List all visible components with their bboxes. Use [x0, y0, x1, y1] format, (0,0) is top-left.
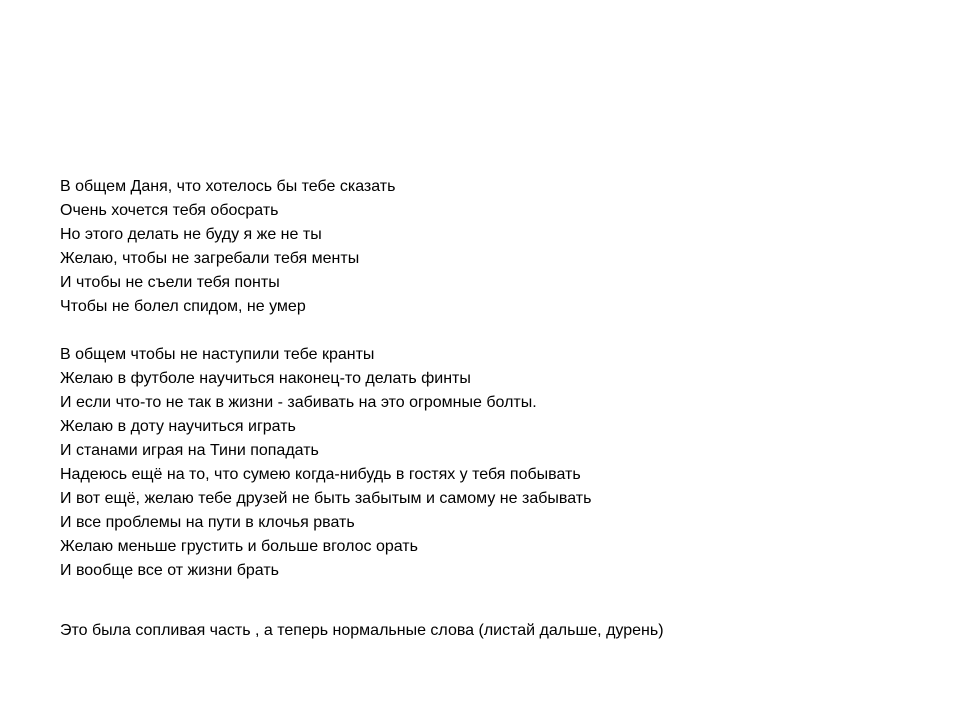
stanza-2-line: И вот ещё, желаю тебе друзей не быть забытым и самому не забывать	[60, 490, 592, 507]
stanza-1-line: Чтобы не болел спидом, не умер	[60, 298, 306, 315]
stanza-1	[60, 175, 920, 319]
stanza-2	[60, 343, 920, 583]
stanza-1-line: Но этого делать не буду я же не ты	[60, 226, 322, 243]
stanza-2-line: И если что-то не так в жизни - забивать на это огромные болты.	[60, 394, 537, 411]
closing-line: Это была сопливая часть , а теперь нормальные слова (листай дальше, дурень)	[60, 622, 664, 639]
stanza-1-line: И чтобы не съели тебя понты	[60, 274, 280, 291]
stanza-2-line: Желаю в футболе научиться наконец-то делать финты	[60, 370, 471, 387]
stanza-2-line: И все проблемы на пути в клочья рвать	[60, 514, 355, 531]
stanza-2-line: Желаю в доту научиться играть	[60, 418, 296, 435]
stanza-1-line: Желаю, чтобы не загребали тебя менты	[60, 250, 360, 267]
stanza-2-line: В общем чтобы не наступили тебе кранты	[60, 346, 375, 363]
stanza-2-line: Надеюсь ещё на то, что сумею когда-нибудь в гостях у тебя побывать	[60, 466, 581, 483]
stanza-1-line: В общем Даня, что хотелось бы тебе сказать	[60, 178, 396, 195]
stanza-1-line: Очень хочется тебя обосрать	[60, 202, 279, 219]
stanza-2-line: Желаю меньше грустить и больше вголос орать	[60, 538, 418, 555]
stanza-2-line: И вообще все от жизни брать	[60, 562, 280, 579]
closing-paragraph	[60, 619, 920, 643]
stanza-2-line: И станами играя на Тини попадать	[60, 442, 319, 459]
